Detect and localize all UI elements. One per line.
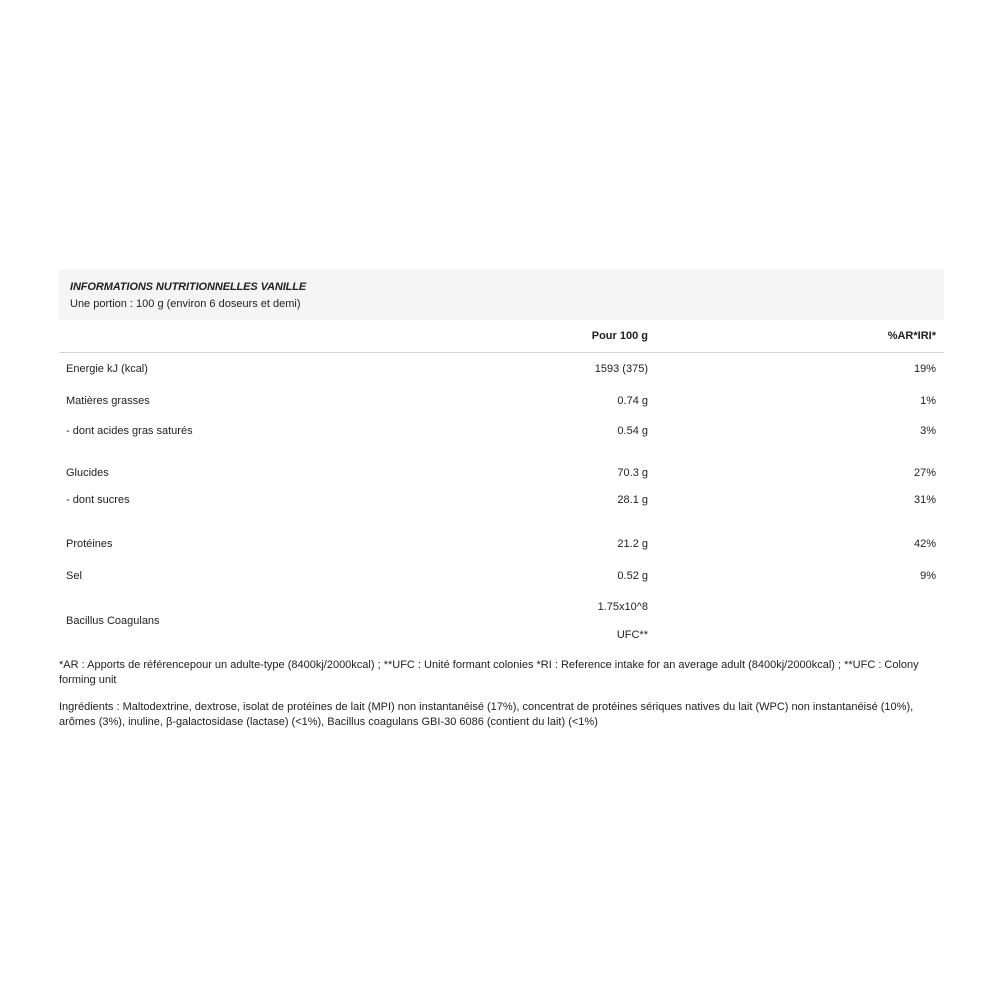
table-row [59,528,944,560]
nutrition-header [59,269,944,320]
nutrient-name: Sel [66,570,82,582]
nutrient-ar: 3% [920,424,936,437]
nutrient-per100: 21.2 g [617,538,648,550]
nutrient-per100: 1593 (375) [594,363,648,375]
nutrient-name: Protéines [66,538,113,550]
table-row [59,385,944,417]
bacillus-value-line2: UFC** [616,629,648,641]
nutrient-name: - dont acides gras saturés [66,424,193,437]
nutrient-ar: 1% [920,395,936,407]
table-row [59,459,944,486]
footnote: *AR : Apports de référencepour un adulte-type (8400kj/2000kcal) ; **UFC : Unité formant colonies *RI : Reference intake for an average adult (8400kj/2000kcal) ; **UFC : Colony forming unit [59,659,919,686]
nutrient-ar: 31% [913,493,936,506]
table-row [59,560,944,592]
nutrient-per100: 0.54 g [617,424,648,437]
nutrient-ar: 9% [920,570,936,582]
nutrient-ar: 19% [913,363,936,375]
nutrient-ar: 27% [913,466,936,479]
table-header-row [59,320,944,353]
header-ar-ri: %AR*IRI* [648,320,944,353]
nutrient-per100: 0.52 g [617,570,648,582]
nutrient-per100: 70.3 g [617,466,648,479]
nutrient-name: Matières grasses [66,395,150,407]
row-spacer [59,513,944,528]
bacillus-value [598,600,648,642]
ingredients-text: Ingrédients : Maltodextrine, dextrose, isolat de protéines de lait (MPI) non instantanéisé (17%), concentrat de protéines sériques natives du lait (WPC) non instantanéisé (10%), arômes (3%), inuline, β-galactosidase (lactase) (<1%), Bacillus coagulans GBI-30 6086 (contient du lait) (<1%) [59,701,914,728]
nutrition-panel [59,269,944,650]
table-row [59,353,944,386]
nutrient-per100: 28.1 g [617,493,648,506]
table-row [59,417,944,444]
nutrient-per100 [506,592,648,650]
nutrient-name: Energie kJ (kcal) [66,363,148,375]
nutrient-ar [648,592,944,650]
bacillus-value-line1: 1.75x10^8 [597,601,648,613]
nutrient-name: - dont sucres [66,493,130,506]
header-per-100g: Pour 100 g [506,320,648,353]
nutrient-per100: 0.74 g [617,395,648,407]
nutrition-table [59,320,944,650]
table-row [59,592,944,650]
nutrition-title: INFORMATIONS NUTRITIONNELLES VANILLE [70,281,307,293]
table-row [59,486,944,513]
nutrient-name: Glucides [66,466,109,479]
nutrient-ar: 42% [913,538,936,550]
nutrient-name: Bacillus Coagulans [66,615,160,627]
header-empty [59,320,506,353]
row-spacer [59,444,944,459]
portion-info: Une portion : 100 g (environ 6 doseurs et demi) [70,298,301,310]
